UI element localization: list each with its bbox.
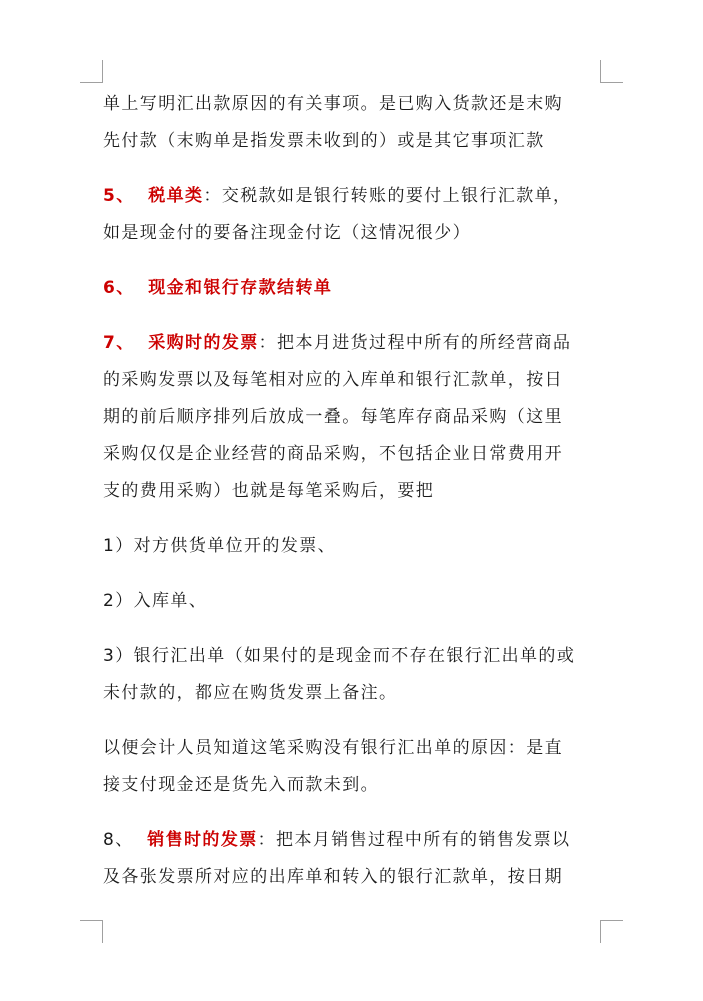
item-heading: 现金和银行存款结转单 bbox=[148, 278, 333, 298]
text-line: 以便会计人员知道这笔采购没有银行汇出单的原因：是直 bbox=[103, 738, 563, 758]
text-line: 接支付现金还是货先入而款未到。 bbox=[103, 775, 379, 795]
text-line bbox=[103, 325, 603, 362]
text-line: 的采购发票以及每笔相对应的入库单和银行汇款单，按日 bbox=[103, 370, 563, 390]
text-line: 期的前后顺序排列后放成一叠。每笔库存商品采购（这里 bbox=[103, 407, 563, 427]
item-number: 6、 bbox=[103, 278, 135, 298]
item-text: ：交税款如是银行转账的要付上银行汇款单， bbox=[203, 186, 572, 206]
text-line: 采购仅仅是企业经营的商品采购，不包括企业日常费用开 bbox=[103, 444, 563, 464]
text-line bbox=[103, 270, 603, 307]
paragraph-item-7 bbox=[103, 325, 603, 510]
text-line: 单上写明汇出款原因的有关事项。是已购入货款还是末购 bbox=[103, 94, 563, 114]
text-line: 如是现金付的要备注现金付讫（这情况很少） bbox=[103, 223, 471, 243]
item-heading: 采购时的发票 bbox=[148, 333, 259, 353]
paragraph-subitem-3 bbox=[103, 638, 603, 712]
paragraph-item-8 bbox=[103, 822, 603, 896]
item-number: 8、 bbox=[103, 830, 134, 850]
paragraph-item-5 bbox=[103, 178, 603, 252]
paragraph-continuation bbox=[103, 86, 603, 160]
paragraph-subitem-1 bbox=[103, 528, 603, 565]
text-line: 支的费用采购）也就是每笔采购后，要把 bbox=[103, 481, 435, 501]
item-heading: 税单类 bbox=[148, 186, 204, 206]
paragraph-subitem-2 bbox=[103, 583, 603, 620]
item-text: ：把本月进货过程中所有的所经营商品 bbox=[258, 333, 572, 353]
item-text: ：把本月销售过程中所有的销售发票以 bbox=[257, 830, 571, 850]
item-heading: 销售时的发票 bbox=[147, 830, 258, 850]
margin-corner-bottom-right bbox=[600, 920, 623, 943]
text-line: 1）对方供货单位开的发票、 bbox=[103, 536, 337, 556]
item-number: 5、 bbox=[103, 186, 135, 206]
margin-corner-top-right bbox=[600, 60, 623, 83]
margin-corner-top-left bbox=[80, 60, 103, 83]
text-line: 及各张发票所对应的出库单和转入的银行汇款单，按日期 bbox=[103, 867, 563, 887]
paragraph-item-6 bbox=[103, 270, 603, 307]
document-body bbox=[103, 86, 603, 914]
item-number: 7、 bbox=[103, 333, 135, 353]
text-line: 3）银行汇出单（如果付的是现金而不存在银行汇出单的或 bbox=[103, 646, 576, 666]
margin-corner-bottom-left bbox=[80, 920, 103, 943]
text-line: 先付款（末购单是指发票未收到的）或是其它事项汇款 bbox=[103, 131, 545, 151]
text-line bbox=[103, 178, 603, 215]
text-line: 2）入库单、 bbox=[103, 591, 208, 611]
text-line bbox=[103, 822, 603, 859]
paragraph-note bbox=[103, 730, 603, 804]
text-line: 未付款的，都应在购货发票上备注。 bbox=[103, 683, 398, 703]
